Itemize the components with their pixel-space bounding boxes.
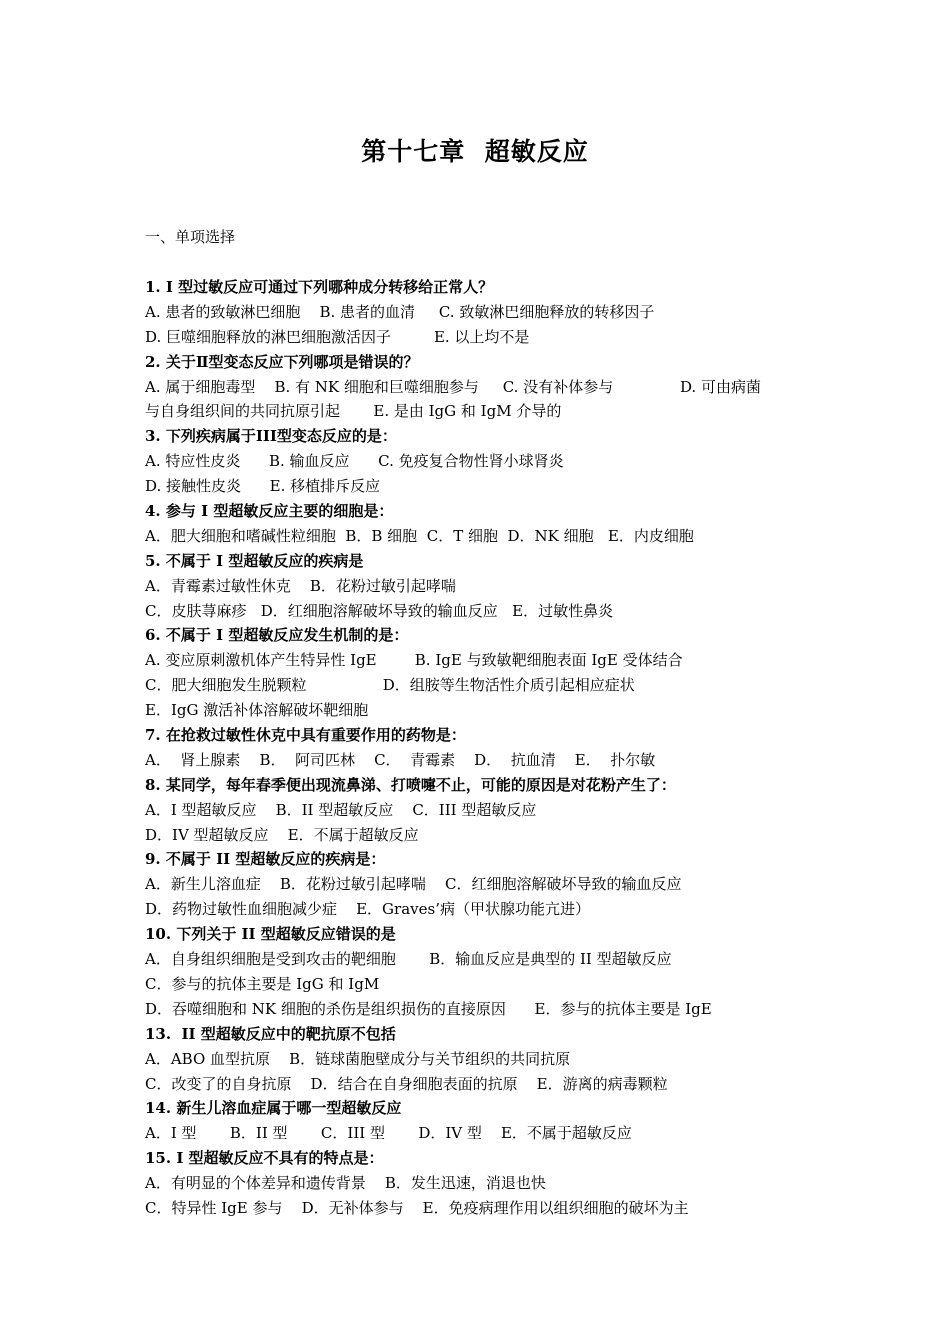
- answer-options: A．I 型 B．II 型 C．III 型 D．IV 型 E．不属于超敏反应: [145, 1124, 632, 1143]
- answer-options: D．IV 型超敏反应 E．不属于超敏反应: [145, 825, 419, 844]
- answer-options: A. 患者的致敏淋巴细胞 B. 患者的血清 C. 致敏淋巴细胞释放的转移因子: [145, 302, 655, 321]
- question-stem: 14. 新生儿溶血症属于哪一型超敏反应: [145, 1099, 402, 1118]
- question-stem: 10. 下列关于 II 型超敏反应错误的是: [145, 925, 396, 944]
- answer-options: A．自身组织细胞是受到攻击的靶细胞 B．输血反应是典型的 II 型超敏反应: [145, 950, 672, 969]
- question-stem: 7. 在抢救过敏性休克中具有重要作用的药物是：: [145, 726, 466, 745]
- answer-options: D．吞噬细胞和 NK 细胞的杀伤是组织损伤的直接原因 E．参与的抗体主要是 IgE: [145, 999, 712, 1018]
- question-stem: 13. II 型超敏反应中的靶抗原不包括: [145, 1024, 396, 1043]
- answer-options: A．青霉素过敏性休克 B．花粉过敏引起哮喘: [145, 576, 456, 595]
- answer-options: D. 巨噬细胞释放的淋巴细胞激活因子 E. 以上均不是: [145, 327, 530, 346]
- question-list: [145, 275, 825, 1221]
- answer-options: C．改变了的自身抗原 D．结合在自身细胞表面的抗原 E．游离的病毒颗粒: [145, 1074, 668, 1093]
- question-stem: 6. 不属于 I 型超敏反应发生机制的是：: [145, 626, 409, 645]
- answer-options: A． 肾上腺素 B． 阿司匹林 C． 青霉素 D． 抗血清 E． 扑尔敏: [145, 750, 656, 769]
- answer-options: 与自身组织间的共同抗原引起 E. 是由 IgG 和 IgM 介导的: [145, 402, 562, 421]
- chapter-title: 第十七章 超敏反应: [361, 137, 589, 166]
- answer-options: A. 变应原刺激机体产生特异性 IgE B. IgE 与致敏靶细胞表面 IgE 受体结合: [145, 651, 683, 670]
- question-stem: 4. 参与 I 型超敏反应主要的细胞是：: [145, 502, 394, 521]
- answer-options: A. 特应性皮炎 B. 输血反应 C. 免疫复合物性肾小球肾炎: [145, 452, 564, 471]
- answer-options: A．ABO 血型抗原 B．链球菌胞壁成分与关节组织的共同抗原: [145, 1049, 571, 1068]
- answer-options: C．特异性 IgE 参与 D．无补体参与 E．免疫病理作用以组织细胞的破坏为主: [145, 1198, 689, 1217]
- answer-options: A．肥大细胞和嗜碱性粒细胞 B．B 细胞 C．T 细胞 D．NK 细胞 E．内皮细胞: [145, 526, 694, 545]
- answer-options: A．有明显的个体差异和遗传背景 B．发生迅速，消退也快: [145, 1174, 546, 1193]
- question-stem: 5. 不属于 I 型超敏反应的疾病是: [145, 551, 364, 570]
- answer-options: C．皮肤荨麻疹 D．红细胞溶解破坏导致的输血反应 E．过敏性鼻炎: [145, 601, 614, 620]
- answer-options: A．I 型超敏反应 B．II 型超敏反应 C．III 型超敏反应: [145, 800, 537, 819]
- answer-options: A．新生儿溶血症 B．花粉过敏引起哮喘 C．红细胞溶解破坏导致的输血反应: [145, 875, 682, 894]
- question-stem: 1. I 型过敏反应可通过下列哪种成分转移给正常人？: [145, 278, 494, 296]
- question-stem: 15. Ⅰ 型超敏反应不具有的特点是：: [145, 1149, 384, 1168]
- question-stem: 9. 不属于 II 型超敏反应的疾病是：: [145, 850, 386, 869]
- answer-options: C．参与的抗体主要是 IgG 和 IgM: [145, 974, 380, 993]
- question-stem: 8. 某同学，每年春季便出现流鼻涕、打喷嚏不止，可能的原因是对花粉产生了：: [145, 775, 676, 794]
- answer-options: E．IgG 激活补体溶解破坏靶细胞: [145, 701, 369, 720]
- answer-options: D．药物过敏性血细胞减少症 E．Graves’病（甲状腺功能亢进）: [145, 900, 590, 919]
- question-stem: 2. 关于Ⅱ型变态反应下列哪项是错误的？: [145, 352, 419, 371]
- answer-options: D. 接触性皮炎 E. 移植排斥反应: [145, 477, 381, 496]
- section-heading: 一、单项选择: [145, 228, 236, 246]
- answer-options: A. 属于细胞毒型 B. 有 NK 细胞和巨噬细胞参与 C. 没有补体参与 D. 可由病菌: [145, 377, 761, 396]
- question-stem: 3. 下列疾病属于III型变态反应的是：: [145, 427, 397, 446]
- answer-options: C．肥大细胞发生脱颗粒 D．组胺等生物活性介质引起相应症状: [145, 676, 635, 695]
